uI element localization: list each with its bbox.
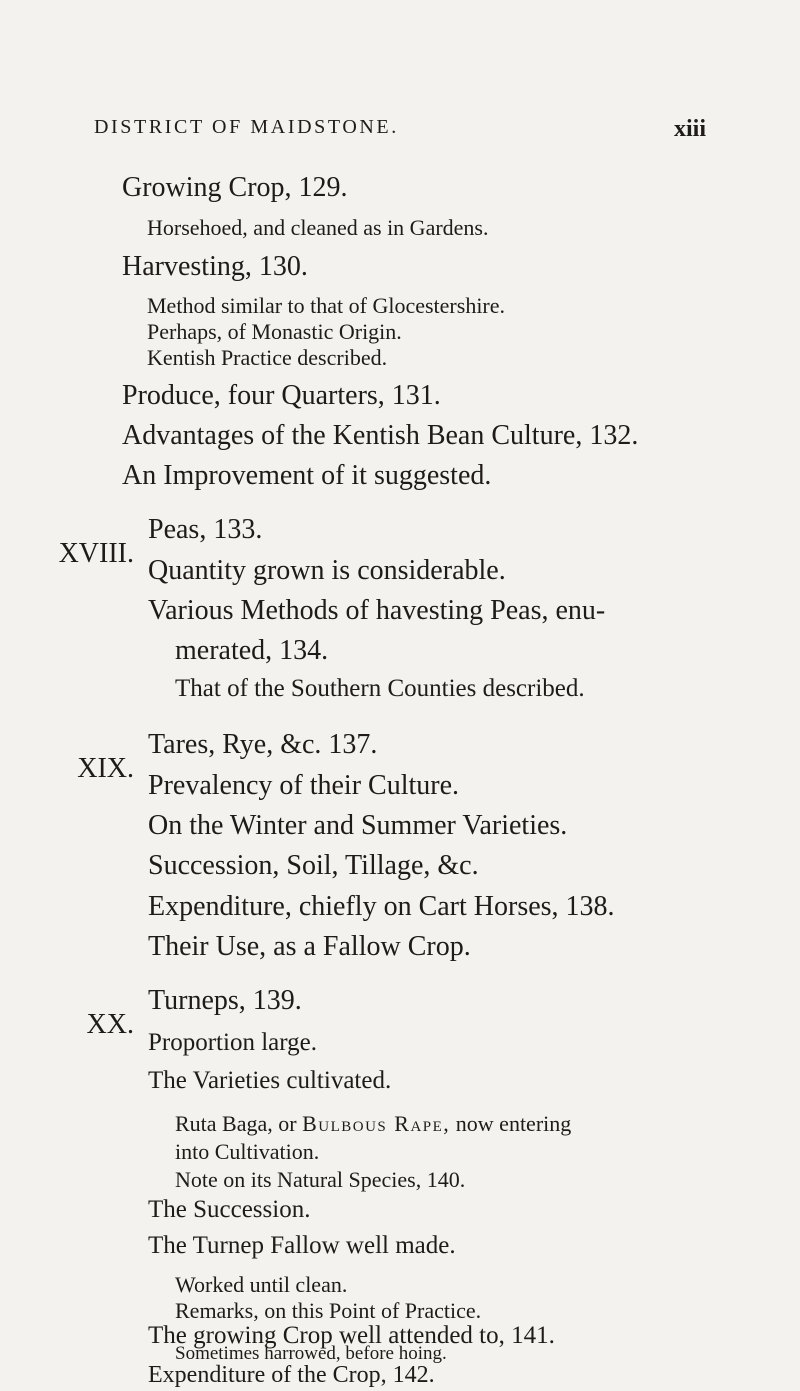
contents-line [148, 1362, 435, 1389]
contents-line: Expenditure, chiefly on Cart Horses, 138. [148, 891, 615, 922]
chapter-heading-xx: XX. Turneps, 139. [86, 985, 302, 1040]
running-head [94, 116, 706, 146]
contents-line: Note on its Natural Species, 140. [175, 1167, 466, 1192]
contents-line: That of the Southern Counties described. [175, 675, 585, 702]
contents-line: The Turnep Fallow well made. [148, 1232, 456, 1259]
chapter-numeral: XIX. [77, 753, 134, 784]
contents-line: Horsehoed, and cleaned as in Gardens. [147, 215, 489, 240]
contents-line: merated, 134. [175, 635, 329, 666]
contents-line: Their Use, as a Fallow Crop. [148, 931, 471, 962]
contents-line: An Improvement of it suggested. [122, 460, 492, 491]
contents-line-text: Expenditure of the Crop, 142. [148, 1362, 435, 1388]
contents-line: Growing Crop, 129. [122, 172, 348, 203]
chapter-numeral: XX. [86, 1009, 134, 1040]
contents-line: Quantity grown is considerable. [148, 555, 506, 586]
contents-line: Perhaps, of Monastic Origin. [147, 319, 402, 344]
contents-line: Proportion large. [148, 1029, 317, 1056]
chapter-numeral: XVIII. [58, 538, 134, 569]
contents-line: into Cultivation. [175, 1139, 320, 1164]
page-number: xiii [673, 116, 706, 142]
contents-line-text: Sometimes harrowed, before hoing. [175, 1343, 447, 1364]
contents-line: The Varieties cultivated. [148, 1067, 392, 1094]
contents-line: Ruta Baga, or Bulbous Rape, now entering [175, 1111, 572, 1136]
contents-line: Harvesting, 130. [122, 251, 308, 282]
contents-line: Worked until clean. [175, 1272, 348, 1297]
contents-line: Advantages of the Kentish Bean Culture, 132. [122, 420, 639, 451]
contents-line: Produce, four Quarters, 131. [122, 380, 441, 411]
running-title: DISTRICT OF MAIDSTONE. [94, 116, 399, 138]
contents-line: The Succession. [148, 1196, 311, 1223]
contents-line: On the Winter and Summer Varieties. [148, 810, 568, 841]
contents-line: Kentish Practice described. [147, 345, 388, 370]
contents-line: Remarks, on this Point of Practice. [175, 1298, 482, 1323]
chapter-heading-xviii: XVIII. Peas, 133. [58, 514, 263, 569]
contents-line: Method similar to that of Glocestershire. [147, 293, 506, 318]
chapter-heading-xix: XIX. Tares, Rye, &c. 137. [77, 729, 378, 784]
contents-line: The growing Crop well attended to, 141. [148, 1322, 555, 1349]
contents-line: Prevalency of their Culture. [148, 770, 460, 801]
contents-line: Succession, Soil, Tillage, &c. [148, 850, 479, 881]
contents-line: Various Methods of havesting Peas, enu- [148, 595, 606, 626]
